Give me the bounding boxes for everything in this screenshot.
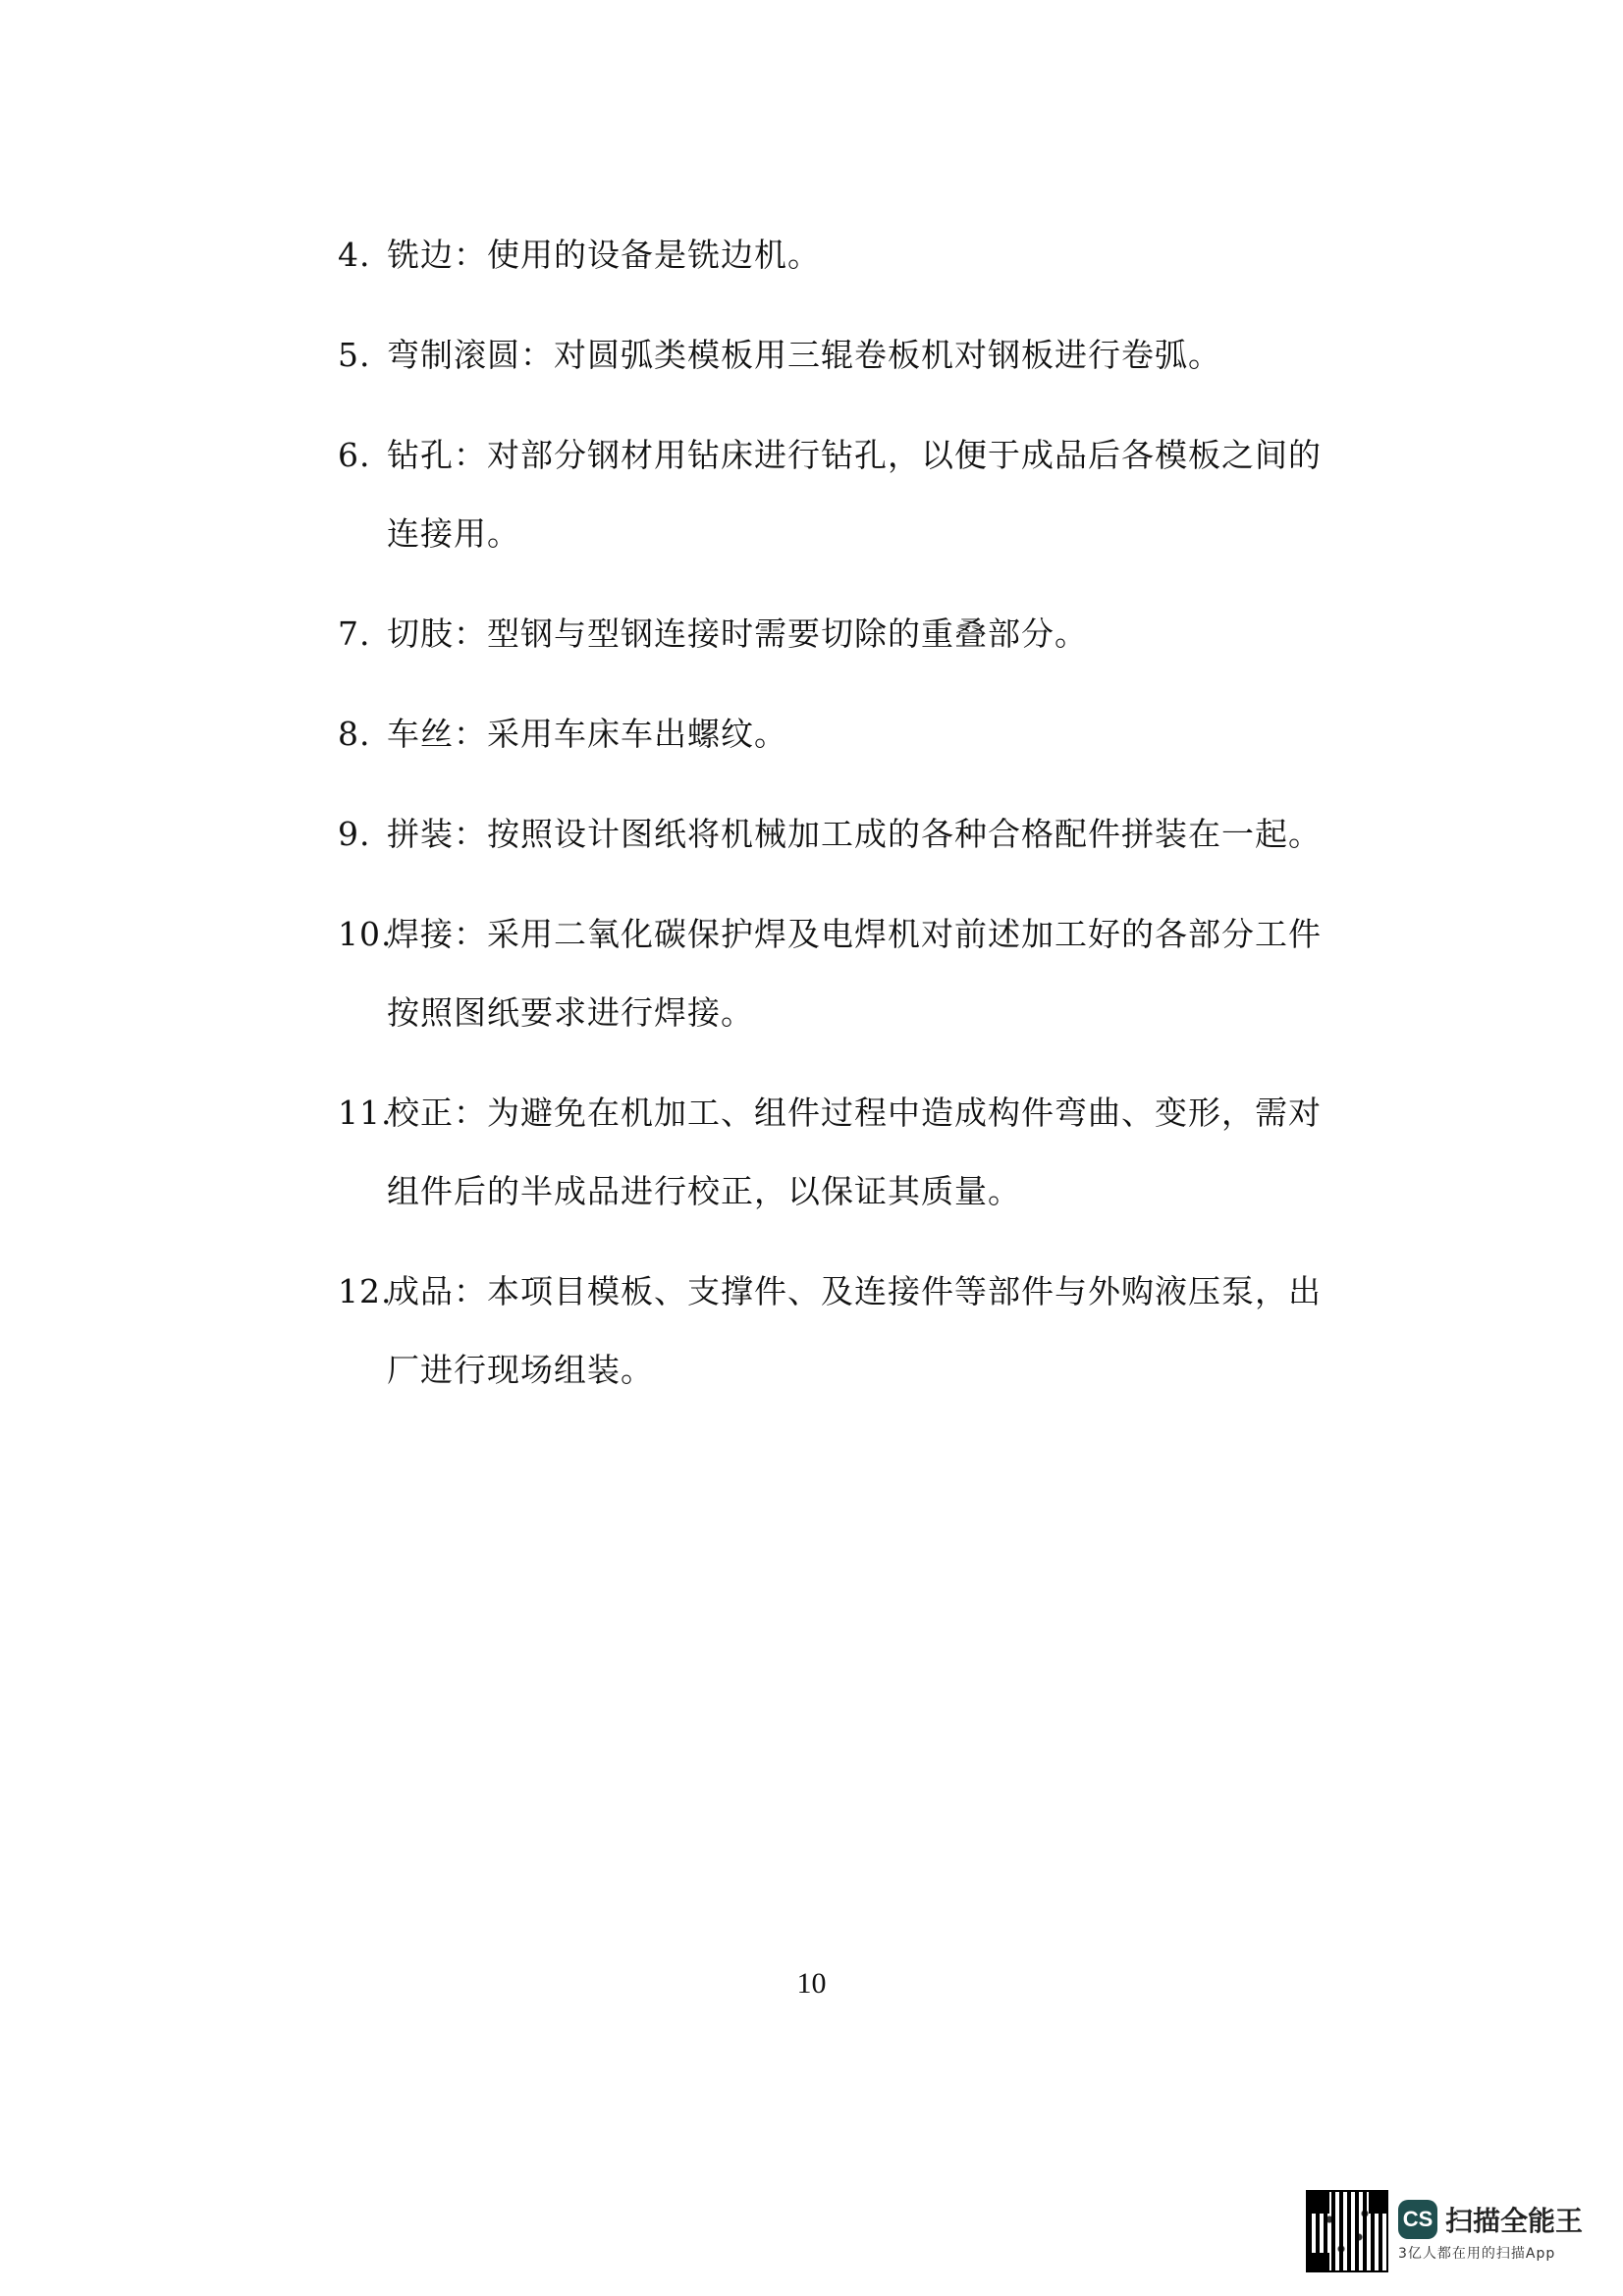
- item-text: [387, 416, 1329, 573]
- item-number: 5.: [338, 336, 371, 374]
- item-line: 校正：为避免在机加工、组件过程中造成构件弯曲、变形，需对: [387, 1094, 1322, 1132]
- item-number: 12.: [338, 1272, 393, 1310]
- item-line: 厂进行现场组装。: [387, 1351, 654, 1389]
- item-line: 组件后的半成品进行校正，以保证其质量。: [387, 1172, 1021, 1210]
- item-line: 切肢：型钢与型钢连接时需要切除的重叠部分。: [387, 614, 1088, 653]
- item-text: [387, 216, 1329, 294]
- list-item: [338, 595, 1329, 673]
- item-line: 铣边：使用的设备是铣边机。: [387, 236, 821, 274]
- list-item: [338, 1074, 1329, 1231]
- item-text: [387, 795, 1329, 874]
- list-item: [338, 216, 1329, 294]
- item-number: 11.: [338, 1094, 393, 1132]
- scanner-brand: [1398, 2200, 1583, 2263]
- item-line: 按照图纸要求进行焊接。: [387, 993, 754, 1032]
- item-number: 4.: [338, 236, 371, 274]
- list-item: [338, 695, 1329, 774]
- brand-name: 扫描全能王: [1445, 2205, 1584, 2237]
- item-line: 成品：本项目模板、支撑件、及连接件等部件与外购液压泵，出: [387, 1272, 1322, 1310]
- item-line: 车丝：采用车床车出螺纹。: [387, 715, 787, 753]
- list-item: [338, 1253, 1329, 1410]
- page-number: 10: [796, 1967, 827, 2000]
- item-line: 拼装：按照设计图纸将机械加工成的各种合格配件拼装在一起。: [387, 815, 1322, 853]
- list-item: [338, 895, 1329, 1052]
- brand-row: [1398, 2200, 1583, 2239]
- list-item: [338, 416, 1329, 573]
- list-item: [338, 795, 1329, 874]
- item-line: 钻孔：对部分钢材用钻床进行钻孔，以便于成品后各模板之间的: [387, 436, 1322, 474]
- item-number: 9.: [338, 815, 371, 853]
- scanner-watermark: [1306, 2184, 1600, 2278]
- item-number: 7.: [338, 614, 371, 653]
- process-steps-list: [338, 216, 1329, 1431]
- item-number: 8.: [338, 715, 371, 753]
- item-line: 连接用。: [387, 514, 520, 553]
- item-line: 弯制滚圆：对圆弧类模板用三辊卷板机对钢板进行卷弧。: [387, 336, 1221, 374]
- list-item: [338, 316, 1329, 395]
- item-number: 10.: [338, 915, 393, 953]
- brand-tagline: 3亿人都在用的扫描App: [1398, 2246, 1556, 2262]
- item-line: 焊接：采用二氧化碳保护焊及电焊机对前述加工好的各部分工件: [387, 915, 1322, 953]
- item-text: [387, 595, 1329, 673]
- cs-logo-icon: CS: [1398, 2200, 1437, 2239]
- item-text: [387, 316, 1329, 395]
- item-text: [387, 1253, 1329, 1410]
- item-text: [387, 895, 1329, 1052]
- item-number: 6.: [338, 436, 371, 474]
- qr-code-icon: [1306, 2190, 1388, 2272]
- item-text: [387, 695, 1329, 774]
- item-text: [387, 1074, 1329, 1231]
